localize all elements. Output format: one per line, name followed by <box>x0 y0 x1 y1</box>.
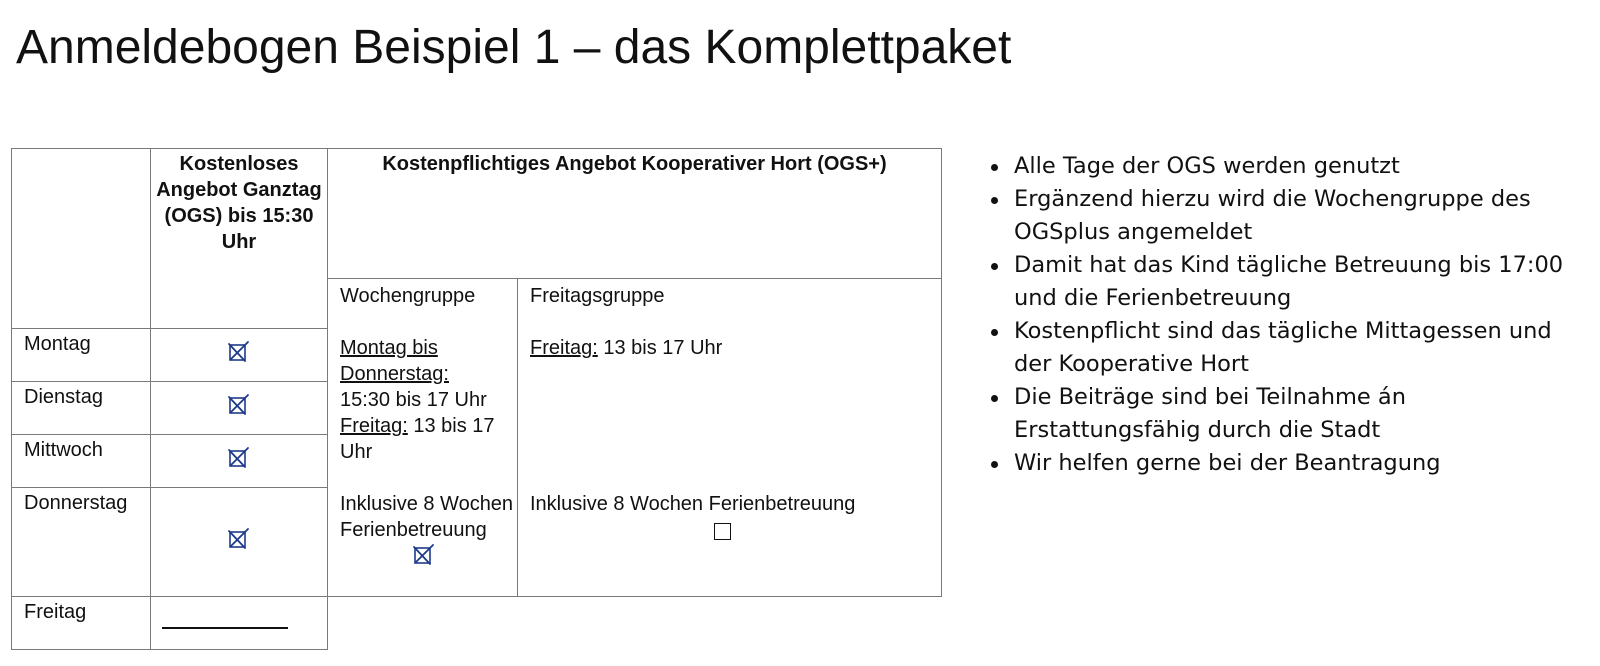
note-item: Kostenpflicht sind das tägliche Mittagessen und der Kooperative Hort <box>990 315 1565 381</box>
week-group-cell <box>328 279 518 597</box>
week-group-friday-time: 13 bis 17 Uhr <box>340 415 495 463</box>
page-title: Anmeldebogen Beispiel 1 – das Komplettpaket <box>16 21 1012 74</box>
friday-group-holiday-label: Inklusive 8 Wochen Ferienbetreuung <box>530 493 856 515</box>
ogs-checkbox-dienstag[interactable] <box>151 382 328 435</box>
friday-group-label: Freitagsgruppe <box>530 285 665 307</box>
checked-box-icon <box>227 340 251 364</box>
note-item: Wir helfen gerne bei der Beantragung <box>990 447 1565 480</box>
corner-cell <box>12 149 151 329</box>
friday-group-friday-time: 13 bis 17 Uhr <box>603 337 723 359</box>
day-label: Montag <box>12 329 151 382</box>
friday-group-cell <box>518 279 942 597</box>
checked-box-icon <box>412 543 436 567</box>
week-group-holiday-label: Inklusive 8 Wochen Ferienbetreuung <box>340 493 514 541</box>
ogs-blank-freitag[interactable] <box>151 597 328 650</box>
checked-box-icon <box>227 393 251 417</box>
week-group-holiday-checkbox[interactable] <box>412 543 436 567</box>
ogs-checkbox-mittwoch[interactable] <box>151 435 328 488</box>
checked-box-icon <box>227 446 251 470</box>
day-label: Mittwoch <box>12 435 151 488</box>
checked-box-icon <box>227 527 251 551</box>
friday-group-friday-day: Freitag: <box>530 337 598 359</box>
day-label: Dienstag <box>12 382 151 435</box>
ogs-checkbox-donnerstag[interactable] <box>151 488 328 597</box>
week-group-schedule-time: 15:30 bis 17 Uhr <box>340 389 487 411</box>
note-item: Alle Tage der OGS werden genutzt <box>990 150 1565 183</box>
day-label: Freitag <box>12 597 151 650</box>
friday-group-holiday-checkbox[interactable] <box>714 523 731 540</box>
registration-form-table <box>11 148 942 650</box>
note-item: Damit hat das Kind tägliche Betreuung bis 17:00 und die Ferienbetreuung <box>990 249 1565 315</box>
week-group-label: Wochengruppe <box>340 285 476 307</box>
note-item: Ergänzend hierzu wird die Wochengruppe des OGSplus angemeldet <box>990 183 1565 249</box>
note-item: Die Beiträge sind bei Teilnahme án Erstattungsfähig durch die Stadt <box>990 381 1565 447</box>
paid-offer-header: Kostenpflichtiges Angebot Kooperativer Hort (OGS+) <box>328 149 942 279</box>
day-label: Donnerstag <box>12 488 151 597</box>
empty-cell <box>328 597 942 650</box>
free-offer-header: Kostenloses Angebot Ganztag (OGS) bis 15:30 Uhr <box>151 149 328 329</box>
ogs-checkbox-montag[interactable] <box>151 329 328 382</box>
week-group-friday-day: Freitag: <box>340 415 408 437</box>
notes-list <box>990 150 1565 480</box>
crossed-out-line <box>162 619 288 629</box>
week-group-schedule-days: Montag bis Donnerstag: <box>340 337 449 385</box>
